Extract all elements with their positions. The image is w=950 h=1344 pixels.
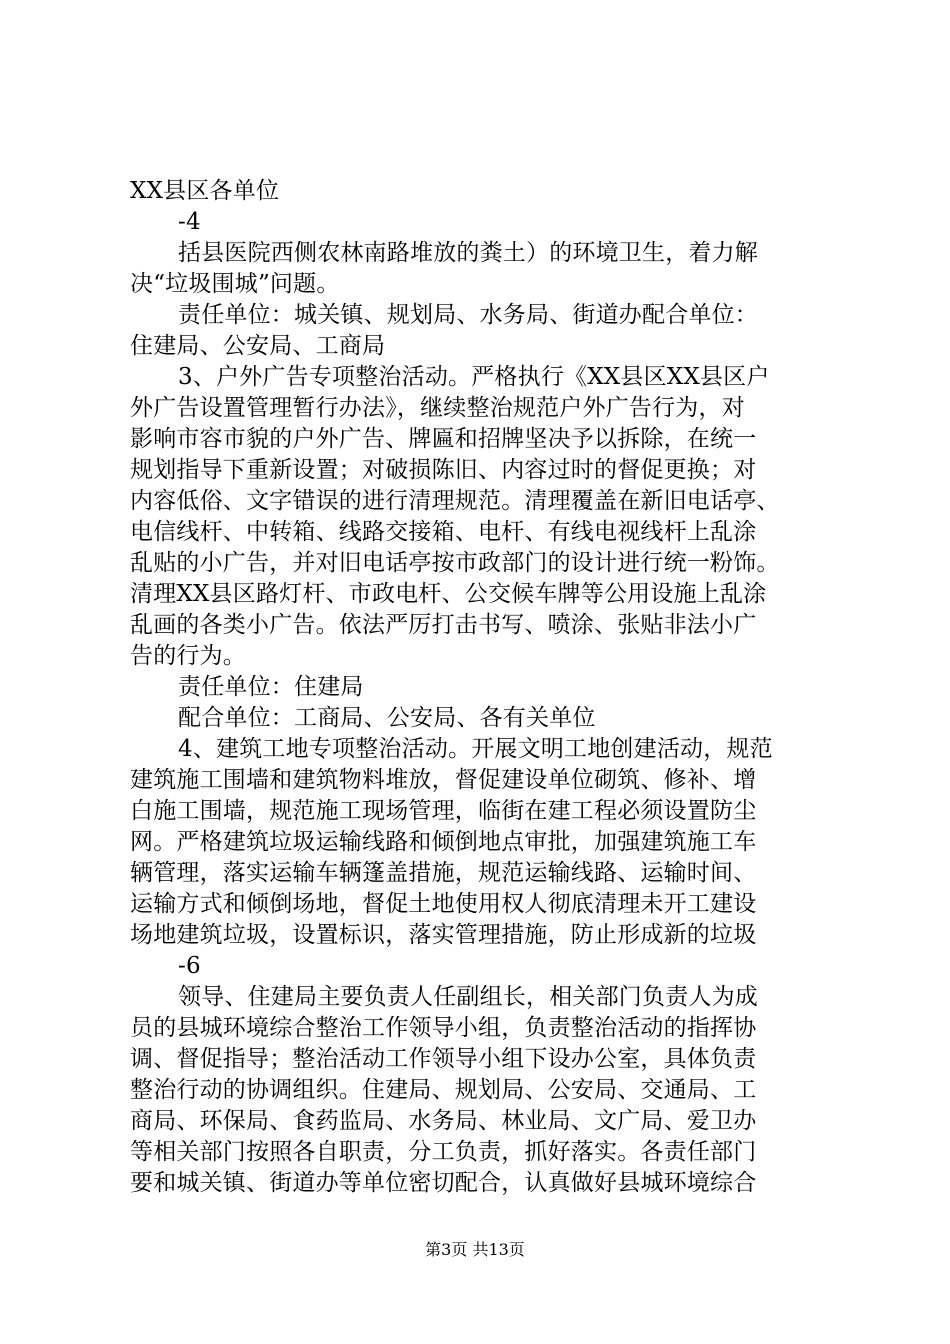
text-line: 乱贴的小广告，并对旧电话亭按市政部门的设计进行统一粉饰。 bbox=[130, 550, 780, 576]
text-line: 乱画的各类小广告。依法严厉打击书写、喷涂、张贴非法小广 bbox=[130, 612, 757, 638]
text-line: 辆管理，落实运输车辆篷盖措施，规范运输线路、运输时间、 bbox=[130, 860, 757, 886]
text-line: 领导、住建局主要负责人任副组长，相关部门负责人为成 bbox=[178, 984, 758, 1010]
text-line: 运输方式和倾倒场地，督促土地使用权人彻底清理未开工建设 bbox=[130, 891, 757, 917]
page-marker: -6 bbox=[178, 953, 201, 979]
text-line: 等相关部门按照各自职责，分工负责，抓好落实。各责任部门 bbox=[130, 1139, 757, 1165]
text-line: 配合单位：工商局、公安局、各有关单位 bbox=[178, 705, 596, 731]
text-line: 4、建筑工地专项整治活动。开展文明工地创建活动，规范 bbox=[178, 736, 773, 762]
text-line: 3、户外广告专项整治活动。严格执行《XX县区XX县区户 bbox=[178, 364, 770, 390]
text-line: 内容低俗、文字错误的进行清理规范。清理覆盖在新旧电话亭、 bbox=[130, 488, 780, 514]
text-line: 建筑施工围墙和建筑物料堆放，督促建设单位砌筑、修补、增 bbox=[130, 767, 757, 793]
page-marker: -4 bbox=[178, 209, 201, 235]
text-line: 调、督促指导；整治活动工作领导小组下设办公室，具体负责 bbox=[130, 1046, 757, 1072]
text-line: 网。严格建筑垃圾运输线路和倾倒地点审批，加强建筑施工车 bbox=[130, 829, 757, 855]
text-line: 责任单位：城关镇、规划局、水务局、街道办配合单位： bbox=[178, 302, 758, 328]
text-line: 场地建筑垃圾，设置标识，落实管理措施，防止形成新的垃圾 bbox=[130, 922, 757, 948]
text-line: 决“垃圾围城”问题。 bbox=[130, 271, 340, 297]
text-line: 外广告设置管理暂行办法》，继续整治规范户外广告行为，对 bbox=[130, 395, 745, 421]
text-line: 住建局、公安局、工商局 bbox=[130, 333, 386, 359]
text-line: 责任单位：住建局 bbox=[178, 674, 364, 700]
text-line: XX县区各单位 bbox=[130, 178, 280, 204]
text-line: 整治行动的协调组织。住建局、规划局、公安局、交通局、工 bbox=[130, 1077, 757, 1103]
text-line: 要和城关镇、街道办等单位密切配合，认真做好县城环境综合 bbox=[130, 1170, 757, 1196]
text-line: 电信线杆、中转箱、线路交接箱、电杆、有线电视线杆上乱涂 bbox=[130, 519, 757, 545]
page-footer: 第3页 共13页 bbox=[425, 1240, 525, 1259]
text-line: 商局、环保局、食药监局、水务局、林业局、文广局、爱卫办 bbox=[130, 1108, 757, 1134]
text-line: 告的行为。 bbox=[130, 643, 246, 669]
text-line: 清理XX县区路灯杆、市政电杆、公交候车牌等公用设施上乱涂 bbox=[130, 581, 767, 607]
text-line: 员的县城环境综合整治工作领导小组，负责整治活动的指挥协 bbox=[130, 1015, 757, 1041]
text-line: 括县医院西侧农林南路堆放的粪土）的环境卫生，着力解 bbox=[178, 240, 758, 266]
text-line: 影响市容市貌的户外广告、牌匾和招牌坚决予以拆除，在统一 bbox=[130, 426, 757, 452]
text-line: 规划指导下重新设置；对破损陈旧、内容过时的督促更换；对 bbox=[130, 457, 757, 483]
text-line: 白施工围墙，规范施工现场管理，临街在建工程必须设置防尘 bbox=[130, 798, 757, 824]
